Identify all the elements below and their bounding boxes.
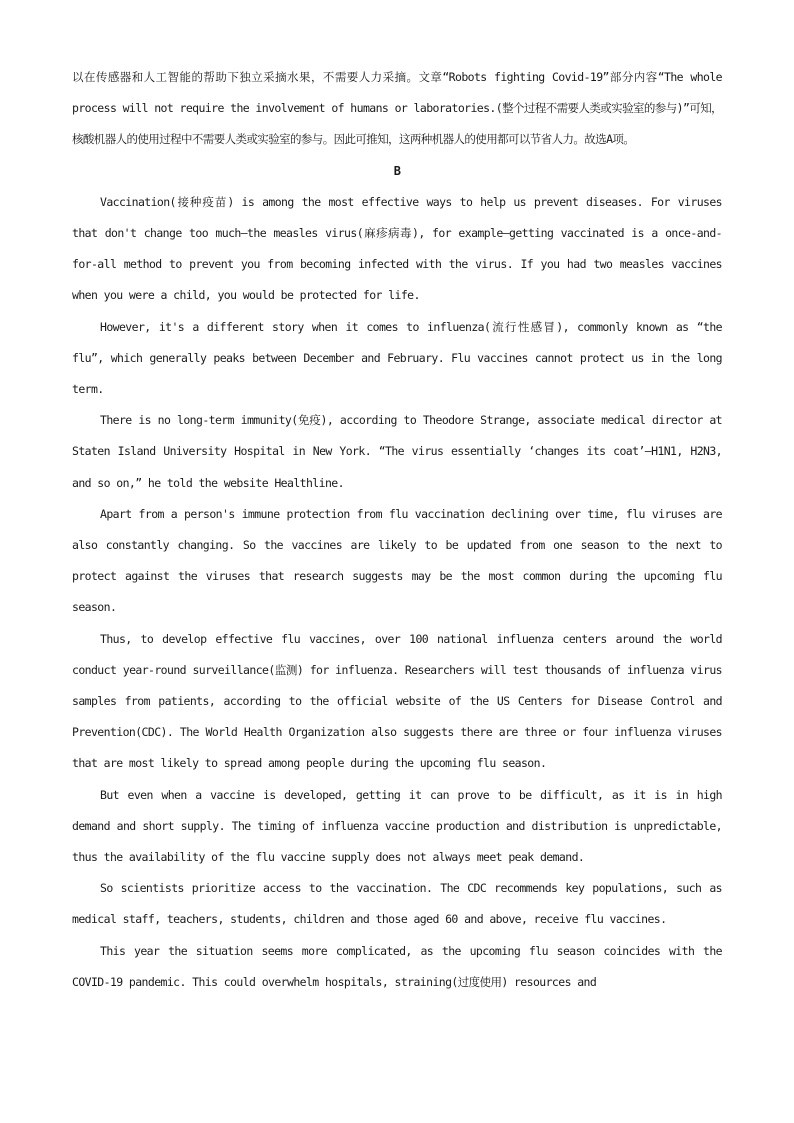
paragraph-prioritize: So scientists prioritize access to the vaccination. The CDC recommends key populations, such as medical staff, teachers, students, children and those aged 60 and above, receive flu vaccines. [72, 881, 722, 927]
paragraph-immunity: There is no long-term immunity(免疫), according to Theodore Strange, associate medical director at Staten Island University Hospital in New York. “The virus essentially ‘changes its coat’—H1N1, H2N3, and so on,” he told the website Healthline. [72, 413, 722, 490]
intro-paragraph: 以在传感器和人工智能的帮助下独立采摘水果，不需要人力采摘。文章“Robots fighting Covid-19”部分内容“The whole process will not require the involvement of humans or laboratories.(整个过程不需要人类或实验室的参与)”可知，核酸机器人的使用过程中不需要人类或实验室的参与。因此可推知，这两种机器人的使用都可以节省人力。故选A项。 [72, 70, 722, 147]
paragraph-supply: But even when a vaccine is developed, getting it can prove to be difficult, as it is in high demand and short supply. The timing of influenza vaccine production and distribution is unpredictable, thus the availability of the flu vaccine supply does not always meet peak demand. [72, 787, 722, 865]
paragraph-vaccination: Vaccination(接种疫苗) is among the most effective ways to help us prevent diseases. For viruses that don't change too much—the measles virus(麻疹病毒), for example—getting vaccinated is a once-and-for-all method to prevent you from becoming infected with the virus. If you had two measles vaccines when you were a child, you would be protected for life. [72, 194, 722, 303]
paragraph-covid: This year the situation seems more complicated, as the upcoming flu season coincides with the COVID-19 pandemic. This could overwhelm hospitals, straining(过度使用) resources and [72, 943, 722, 989]
document-page [72, 62, 722, 998]
paragraph-influenza: However, it's a different story when it comes to influenza(流行性感冒), commonly known as “the flu”, which generally peaks between December and February. Flu vaccines cannot protect us in the long term. [72, 319, 722, 397]
section-heading: B [393, 163, 401, 178]
paragraph-surveillance: Thus, to develop effective flu vaccines, over 100 national influenza centers around the world conduct year-round surveillance(监测) for influenza. Researchers will test thousands of influenza virus samples from patients, according to the official website of the US Centers for Disease Control and Prevention(CDC). The World Health Organization also suggests there are three or four influenza viruses that are most likely to spread among people during the upcoming flu season. [72, 631, 722, 771]
paragraph-changing-viruses: Apart from a person's immune protection from flu vaccination declining over time, flu viruses are also constantly changing. So the vaccines are likely to be updated from one season to the next to protect against the viruses that research suggests may be the most common during the upcoming flu season. [72, 506, 722, 615]
